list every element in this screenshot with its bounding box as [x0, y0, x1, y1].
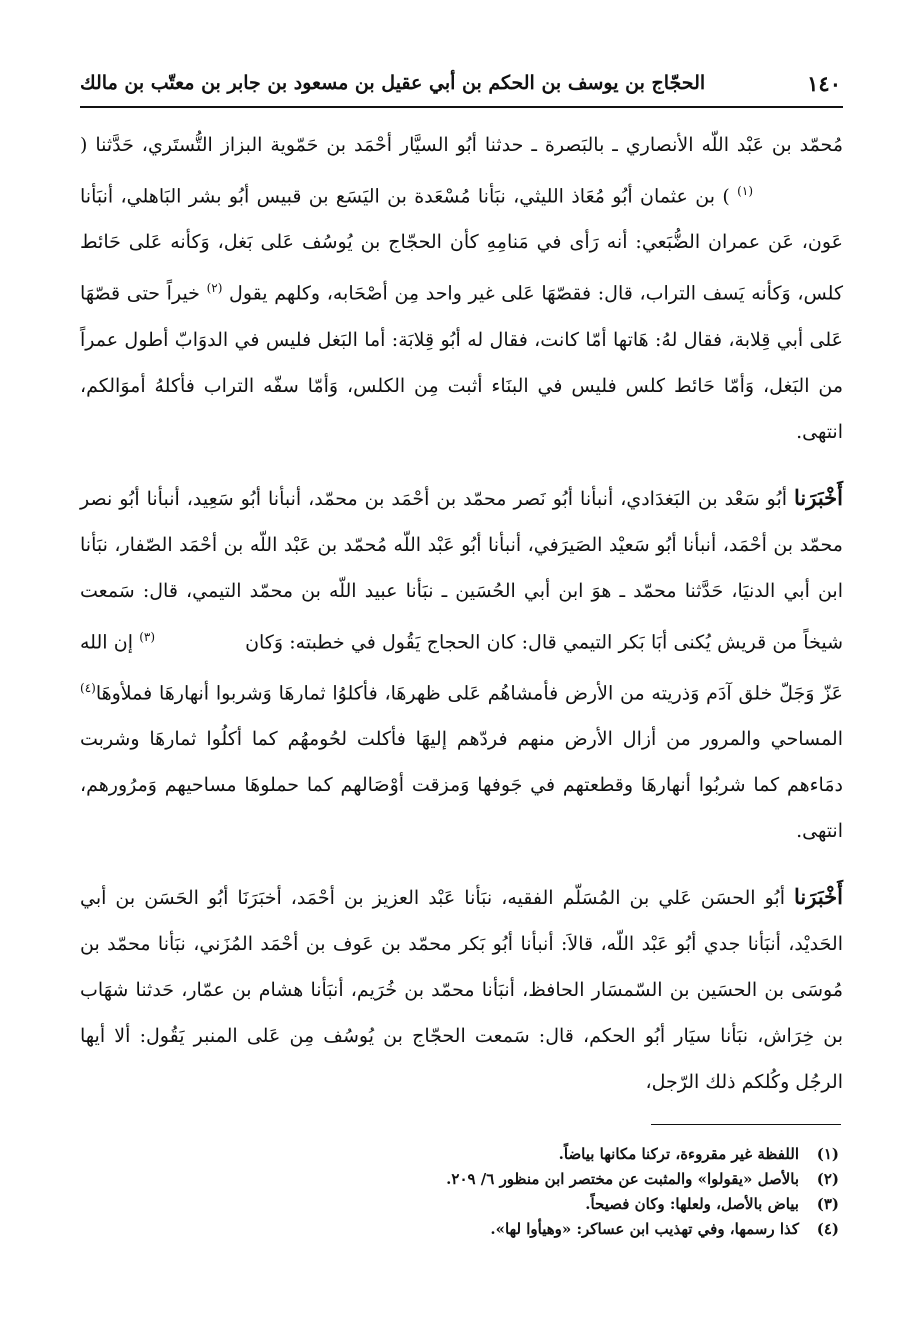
paragraph-text: المساحي والمرور من أزال الأرض منهم فردّهم إليهَا فأكلت لحُومهُم كما أكلُوا ثمارهَا وشربت دمَاءهم كما شربُوا أنهارهَا وقطعتهم في جَوفها وَمزقت أوْصَالهم كما حملوهَا مساحيهم وَمرُورهم، انتهى. [80, 728, 843, 843]
footnote-number: (١) [816, 1145, 839, 1163]
paragraph-text: مُحمّد بن عَبْد اللّه الأنصاري ـ بالبَصرة ـ حدثنا أبُو السيَّار أحْمَد بن حَمّوية البزاز التُّستَري، حَدَّثنا ( [80, 134, 843, 156]
footnote-text: بياض بالأصل، ولعلها: وكان فصيحاً. [585, 1195, 799, 1213]
running-header [80, 66, 841, 100]
paragraph-text: أبُو الحسَن عَلي بن المُسَلّم الفقيه، نبَأنا عَبْد العزيز بن أحْمَد، أخبَرَنَا أبُو الحَسَن بن أبي الحَديْد، أنبَأنا جدي أبُو عَبْد اللّه، قالاَ: أنبأنا أبُو بَكر محمّد بن عَوف بن أحْمَد المُزَني، نبَأنا محمّد بن مُوسَى بن الحسَين بن السّمسَار الحافظ، أنبَأنا محمّد بن خُرَيم، أنبَأنا هشام بن عمّار، حَدثنا شهَاب بن خِرَاش، نبَأنا سيَار أبُو الحكم، قال: سَمعت الحجّاج بن يُوسُف مِن عَلى المنبر يَقُول: ألا أيها الرجُل وكُلكم ذلك الرّجل، [80, 887, 843, 1094]
footnotes [80, 1142, 839, 1242]
footnote-rule [651, 1124, 841, 1125]
main-text [80, 122, 843, 1125]
footnote-text: بالأصل «يقولوا» والمثبت عن مختصر ابن منظور ٦/ ٢٠٩. [446, 1170, 799, 1188]
footnote [80, 1167, 839, 1192]
paragraph-text: خيراً حتى قصّهَا عَلى أبي قِلابة، فقال لهُ: هَاتها أمّا كانت، فقال له أبُو قِلابَة: أما البَغل فليس في الدوَابّ أطول عمراً من البَغل، وَأمّا حَائط كلس فليس في البنَاء أثبت مِن الكلس، وَأمّا سفّه التراب فأكلهُ أموَالكم، انتهى. [80, 282, 843, 443]
footnote [80, 1142, 839, 1167]
paragraph-text: إن الله عَزّ وَجَلّ خلق آدَم وَذريته من الأرض فأمشاهُم عَلى ظهرهَا، فأكلوُا ثمارهَا وَشربوا أنهارهَا فملأوهَا [80, 630, 843, 705]
paragraph-2 [80, 475, 843, 855]
footnote-marker: (٤) [80, 680, 96, 695]
paragraph-text: أبُو سَعْد بن البَغدَادي، أنبأنا أبُو نَصر محمّد بن أحْمَد بن محمّد، أنبأنا أبُو سَعِيد، أنبأنا أبُو نصر محمّد بن أحْمَد، أنبأنا أبُو سَعيْد الصَيرَفي، أنبأنا أبُو عَبْد اللّه مُحمّد بن عَبْد اللّه بن أحْمَد الصّفار، نبَأنا ابن أبي الدنيَا، حَدَّثنا محمّد ـ هوَ ابن أبي الحُسَين ـ نبَأنا عبيد اللّه بن محمّد التيمي، قال: سَمعت شيخاً من قريش يُكنى أبَا بَكر التيمي قال: كان الحجاج يَقُول في خطبته: وَكان [80, 487, 843, 653]
footnote-marker: (١) [737, 184, 753, 198]
footnote [80, 1217, 839, 1242]
footnote-marker: (٢) [206, 281, 223, 296]
footnote-number: (٤) [816, 1220, 839, 1238]
footnote [80, 1192, 839, 1217]
running-title: الحجّاج بن يوسف بن الحكم بن أبي عقيل بن مسعود بن جابر بن معتّب بن مالك [80, 72, 706, 94]
page-number: ١٤٠ [807, 70, 841, 96]
footnote-text: كذا رسمها، وفي تهذيب ابن عساكر: «وهيأوا لها». [490, 1220, 799, 1238]
footnote-text: اللفظة غير مقروءة، تركنا مكانها بياضاً. [558, 1145, 799, 1163]
footnote-number: (٣) [816, 1195, 839, 1213]
header-rule [80, 106, 843, 108]
footnote-marker: (٣) [139, 629, 156, 644]
paragraph-opener: أَخْبَرَنا [794, 484, 843, 510]
paragraph-text: ) بن عثمان أبُو مُعَاذ الليثي، نبَأنا مُسْعَدة بن اليَسَع بن قبيس أبُو بشر البَاهلي، أنبَأنا عَون، عَن عمران الضُّبَعي: أنه رَأى في مَنامِهِ كأن الحجّاج بن يُوسُف عَلى بَغل، وَكأنه عَلى حَائط كلس، وَكأنه يَسف التراب، قال: فقصّهَا عَلى غير واحد مِن أصْحَابه، وكلهم يقول [80, 185, 844, 305]
paragraph-3 [80, 874, 843, 1105]
footnote-number: (٢) [816, 1170, 839, 1188]
paragraph-opener: أَخْبَرَنا [794, 884, 843, 910]
paragraph-1 [80, 122, 843, 455]
